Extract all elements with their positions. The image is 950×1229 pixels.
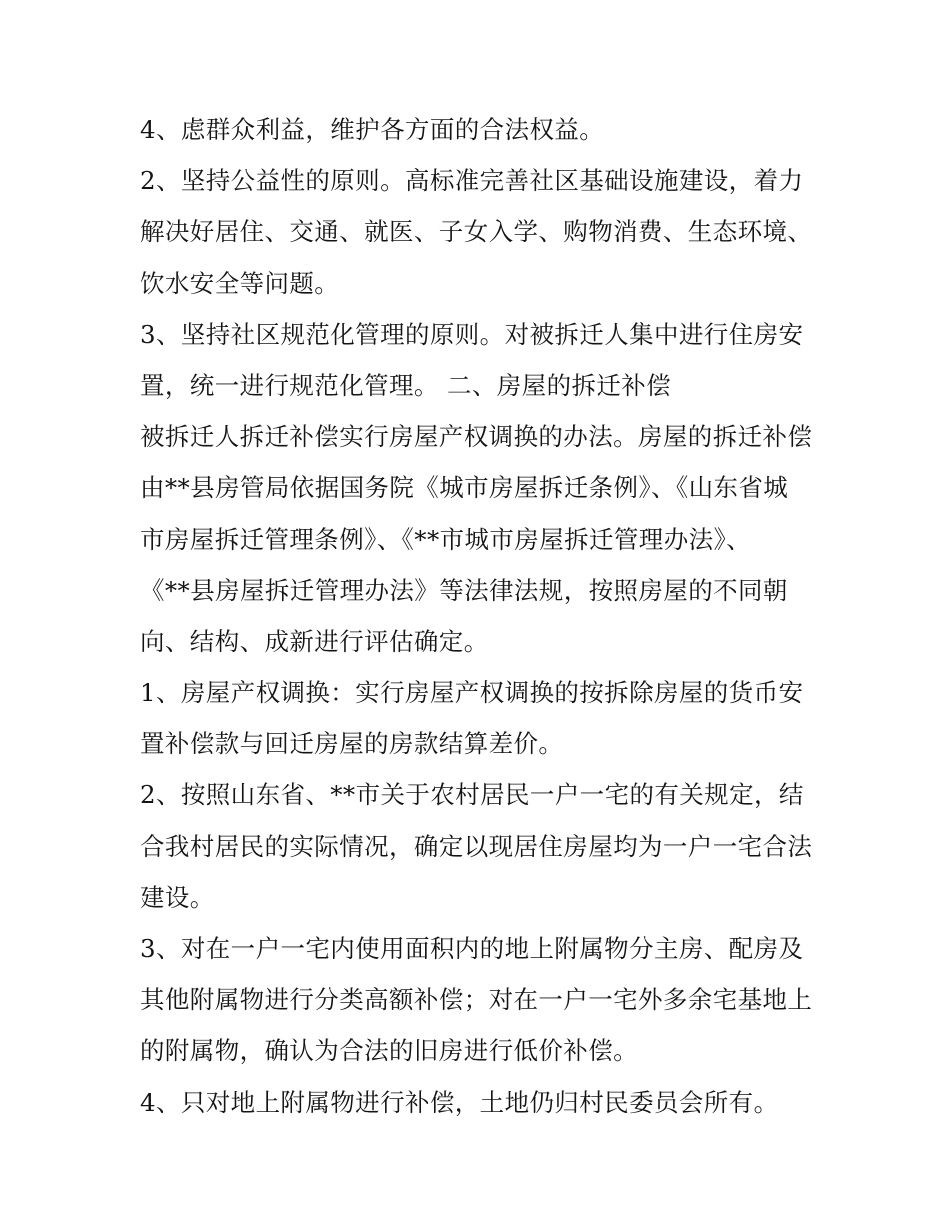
text-line: 其他附属物进行分类高额补偿；对在一户一宅外多余宅基地上 <box>140 985 813 1015</box>
text-line: 《**县房屋拆迁管理办法》等法律法规，按照房屋的不同朝 <box>140 575 788 605</box>
text-line: 1、房屋产权调换：实行房屋产权调换的按拆除房屋的货币安 <box>140 678 804 708</box>
text-line: 建设。 <box>140 882 215 912</box>
text-line: 4、只对地上附属物进行补偿，土地仍归村民委员会所有。 <box>140 1087 779 1117</box>
text-line: 2、按照山东省、**市关于农村居民一户一宅的有关规定，结 <box>140 780 804 810</box>
text-line: 4、虑群众利益，维护各方面的合法权益。 <box>140 115 605 144</box>
text-line: 合我村居民的实际情况，确定以现居住房屋均为一户一宅合法 <box>140 831 813 861</box>
text-line: 2、坚持公益性的原则。高标准完善社区基础设施建设，着力 <box>140 166 804 196</box>
text-line: 3、坚持社区规范化管理的原则。对被拆迁人集中进行住房安 <box>140 319 804 349</box>
text-line: 置，统一进行规范化管理。 二、房屋的拆迁补偿 <box>140 370 672 400</box>
text-line: 被拆迁人拆迁补偿实行房屋产权调换的办法。房屋的拆迁补偿 <box>140 422 813 452</box>
text-line: 3、对在一户一宅内使用面积内的地上附属物分主房、配房及 <box>140 934 804 963</box>
text-line: 饮水安全等问题。 <box>140 268 340 298</box>
text-line: 由**县房管局依据国务院《城市房屋拆迁条例》、《山东省城 <box>140 473 789 503</box>
text-line: 置补偿款与回迁房屋的房款结算差价。 <box>140 729 564 759</box>
document-body <box>140 104 820 1128</box>
text-line: 向、结构、成新进行评估确定。 <box>140 626 489 656</box>
text-line: 市房屋拆迁管理条例》、《**市城市房屋拆迁管理办法》、 <box>140 524 752 554</box>
text-line: 的附属物，确认为合法的旧房进行低价补偿。 <box>140 1036 638 1066</box>
text-line: 解决好居住、交通、就医、子女入学、购物消费、生态环境、 <box>140 217 813 247</box>
